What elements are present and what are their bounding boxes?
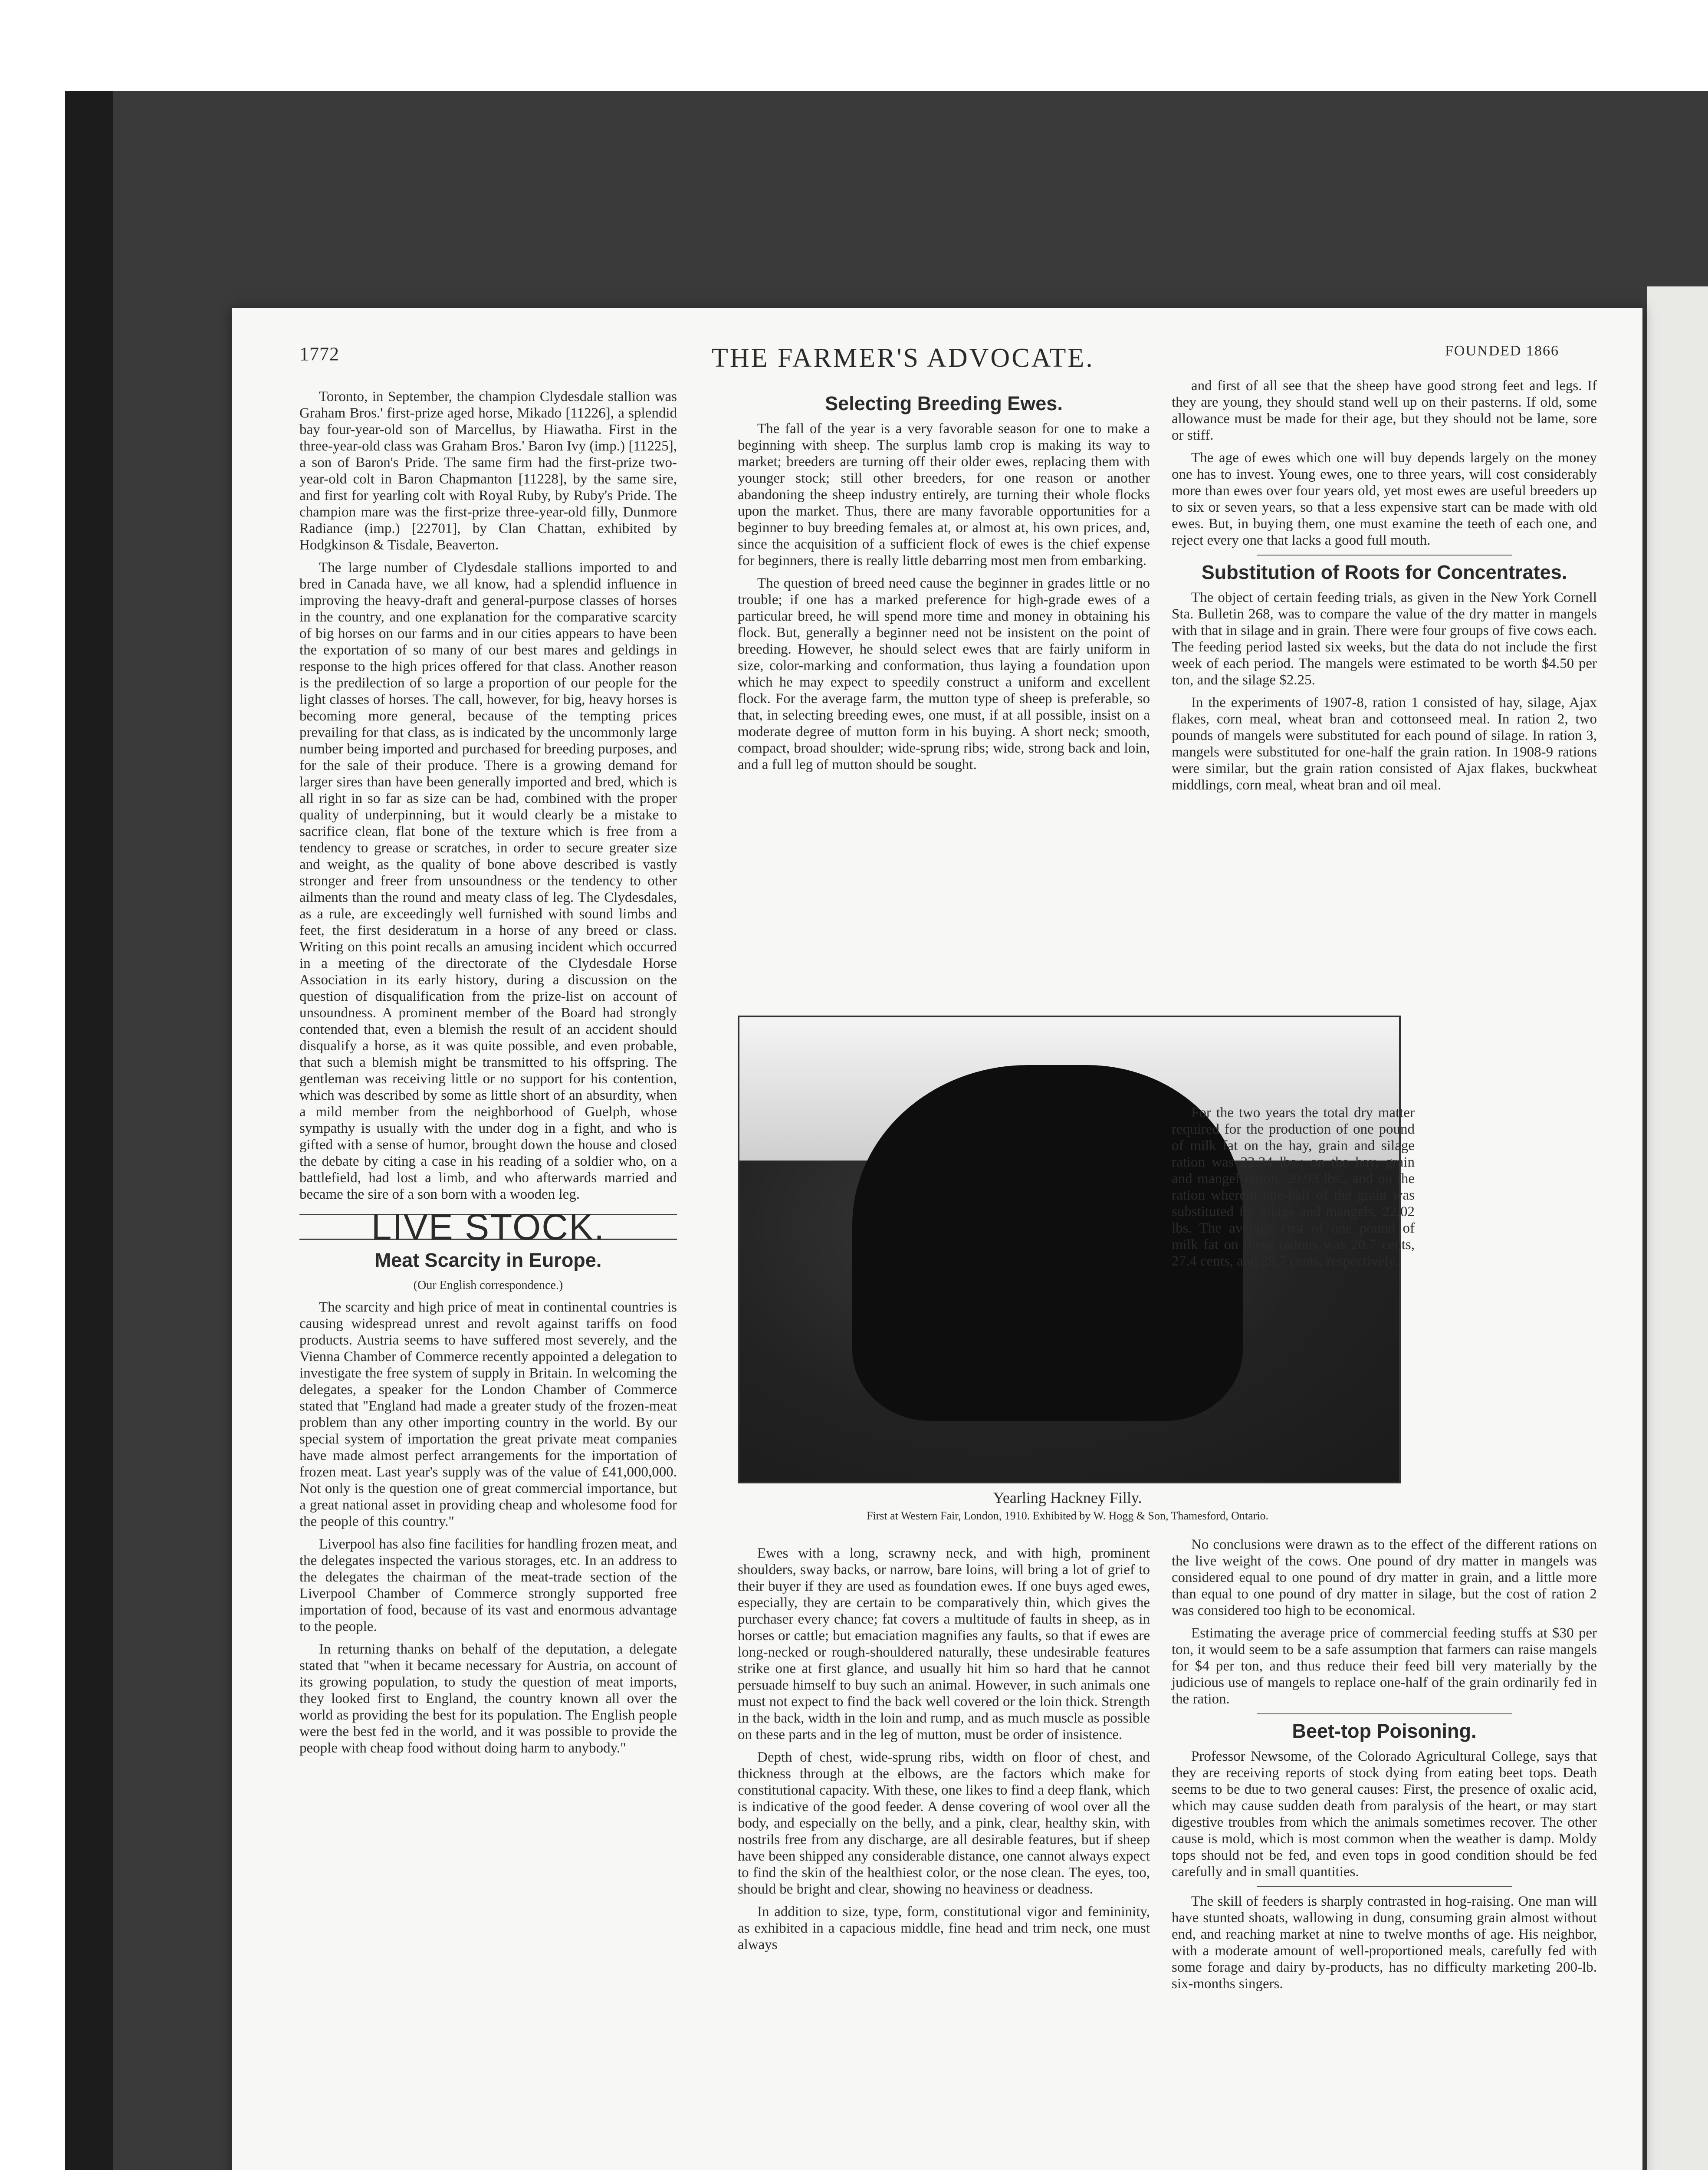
masthead-title: THE FARMER'S ADVOCATE. (712, 343, 1094, 373)
paragraph: The object of certain feeding trials, as given in the New York Cornell Sta. Bulletin 268, was to compare the value of the dry matter in mangels with that in silage and in grain. There were four groups of five cows each. The feeding period lasted six weeks, but the data do not include the first week of each period. The mangels were estimated to be worth $4.50 per ton, and the silage $2.25. (1172, 590, 1597, 688)
photo-caption: Yearling Hackney Filly. (993, 1489, 1142, 1506)
paragraph: Toronto, in September, the champion Clydesdale stallion was Graham Bros.' first-prize aged horse, Mikado [11226], a splendid bay four-year-old son of Marcellus, by Hiawatha. First in the three-year-old class was Graham Bros.' Baron Ivy (imp.) [11225], a son of Baron's Pride. The same firm had the first-prize two-year-old colt in Baron Chapmanton [11228], by the same sire, and first for yearling colt with Royal Ruby, by Ruby's Pride. The champion mare was the first-prize three-year-old filly, Dunmore Radiance (imp.) [22701], by Clan Chattan, exhibited by Hodgkinson & Tisdale, Beaverton. (299, 389, 677, 553)
article-byline: (Our English correspondence.) (413, 1279, 563, 1292)
column-middle-bottom (738, 1545, 1150, 1959)
paragraph: The scarcity and high price of meat in continental countries is causing widespread unrest and revolt against tariffs on food products. Austria seems to have suffered most severely, and the Vienna Chamber of Commerce recently appointed a delegation to investigate the free system of supply in Britain. In welcoming the delegates, a speaker for the London Chamber of Commerce stated that "England had made a greater study of the frozen-meat problem than any other importing country in the world. By our special system of importation the great private meat companies have made almost perfect arrangements for the importation of frozen meat. Last year's supply was of the value of £41,000,000. Not only is the question one of great commercial importance, but a great national asset in providing cheap and wholesome food for the people of this country." (299, 1299, 677, 1529)
article-heading: Selecting Breeding Ewes. (825, 392, 1063, 414)
article-heading: Beet-top Poisoning. (1292, 1720, 1477, 1742)
paragraph: The skill of feeders is sharply contrasted in hog-raising. One man will have stunted shoats, wallowing in dung, consuming grain almost without end, and reaching market at nine to twelve months of age. His neighbor, with a moderate amount of well-proportioned meals, carefully fed with some forage and dairy by-products, has no difficulty marketing 200-lb. six-months singers. (1172, 1894, 1597, 1992)
founded-label: FOUNDED 1866 (1445, 343, 1559, 359)
section-banner-live-stock: LIVE STOCK. (299, 1214, 677, 1240)
divider (1257, 1713, 1512, 1714)
paragraph: In addition to size, type, form, constitutional vigor and femininity, as exhibited in a capacious middle, fine head and trim neck, one must always (738, 1904, 1150, 1953)
column-right-narrow (1172, 1105, 1415, 1276)
adjacent-page-edge (1647, 286, 1708, 2170)
paragraph: The large number of Clydesdale stallions imported to and bred in Canada have, we all know, had a splendid influence in improving the heavy-draft and general-purpose classes of horses in the country, and one explanation for the comparative scarcity of big horses on our farms and in our cities appears to have been the exportation of so many of our best mares and geldings in response to the high prices offered for that class. Another reason is the predilection of so large a proportion of our people for the light classes of horses. The call, however, for big, heavy horses is becoming more general, because of the tempting prices prevailing for that class, as is indicated by the uncommonly large number being imported and purchased for breeding purposes, and for the sale of their produce. There is a growing demand for larger sires than have been generally imported and bred, which is all right in so far as size can be had, combined with the proper quality of underpinning, but it would clearly be a mistake to sacrifice clean, flat bone of the texture which is free from a tendency to grease or scratches, in order to secure greater size and weight, as the quality of bone above described is vastly stronger and freer from unsoundness or the tendency to other ailments than the round and meaty class of leg. The Clydesdales, as a rule, are exceedingly well furnished with sound limbs and feet, the first desideratum in a horse of any breed or class. Writing on this point recalls an amusing incident which occurred in a meeting of the directorate of the Clydesdale Horse Association in its early history, during a discussion on the question of disqualification from the prize-list on account of unsoundness. A prominent member of the Board had strongly contended that, even a blemish the result of an accident should disqualify a horse, as it was quite possible, and even probable, that such a blemish might be transmitted to his offspring. The gentleman was receiving little or no support for his contention, which was described by some as little short of an absurdity, when a mild member from the neighborhood of Guelph, whose sympathy is usually with the under dog in a fight, and who is gifted with a sense of humor, brought down the house and closed the debate by citing a case in his reading of a soldier who, on a battlefield, had lost a limb, and who afterwards married and became the sire of a son born with a wooden leg. (299, 560, 677, 1202)
photo-subcaption: First at Western Fair, London, 1910. Exhibited by W. Hogg & Son, Thamesford, Ontario. (866, 1509, 1269, 1522)
paragraph: Estimating the average price of commercial feeding stuffs at $30 per ton, it would seem to be a safe assumption that farmers can raise mangels for $4 per ton, and thus reduce their feed bill very materially by the judicious use of mangels to replace one-half of the grain ordinarily fed in the ration. (1172, 1625, 1597, 1707)
paragraph: The fall of the year is a very favorable season for one to make a beginning with sheep. The surplus lamb crop is making its way to market; breeders are turning off their older ewes, replacing them with younger stock; still other breeders, for one reason or another abandoning the sheep industry entirely, are turning their whole flocks upon the market. Thus, there are many favorable opportunities for a beginner to buy breeding females at, or almost at, his own prices, and, since the acquisition of a sufficient flock of ewes is the chief expense for beginners, there is really little debarring most men from embarking. (738, 421, 1150, 569)
paragraph: No conclusions were drawn as to the effect of the different rations on the live weight of the cows. One pound of dry matter in mangels was considered equal to one pound of dry matter in grain, and a little more than equal to one pound of dry matter in silage, but the cost of ration 2 was considered too high to be economical. (1172, 1537, 1597, 1618)
paragraph: and first of all see that the sheep have good strong feet and legs. If they are young, they should stand well up on their pasterns. If old, some allowance must be made for their age, but they should not be lame, sore or stiff. (1172, 378, 1597, 443)
paragraph: Liverpool has also fine facilities for handling frozen meat, and the delegates inspected the various storages, etc. In an address to the delegates the chairman of the meat-trade section of the Liverpool Chamber of Commerce strongly supported free importation of food, because of its vast and enormous advantage to the people. (299, 1536, 677, 1634)
divider (1257, 1886, 1512, 1887)
page-number: 1772 (299, 343, 339, 365)
column-middle-top (738, 388, 1150, 779)
paragraph: Ewes with a long, scrawny neck, and with high, prominent shoulders, sway backs, or narrow, bare loins, will bring a lot of grief to their buyer if they are used as foundation ewes. If one buys aged ewes, especially, they are certain to be comparatively thin, which gives the purchaser every chance; fat covers a multitude of faults in sheep, as in horses or cattle; but emaciation magnifies any faults, so that if ewes are long-necked or rough-shouldered naturally, these undesirable features strike one at first glance, and usually hit him so hard that he cannot persuade himself to buy such an animal. However, in such animals one must not expect to find the back well covered or the loin thick. Strength in the back, width in the loin and rump, and as much muscle as possible on these parts and in the leg of mutton, must be order of insistence. (738, 1545, 1150, 1743)
paragraph: In the experiments of 1907-8, ration 1 consisted of hay, silage, Ajax flakes, corn meal, wheat bran and cottonseed meal. In ration 2, two pounds of mangels were substituted for each pound of silage. In ration 3, mangels were substituted for one-half the grain ration. In 1908-9 rations were similar, but the grain ration consisted of Ajax flakes, buckwheat middlings, corn meal, wheat bran and oil meal. (1172, 695, 1597, 793)
paragraph: Professor Newsome, of the Colorado Agricultural College, says that they are receiving reports of stock dying from eating beet tops. Death seems to be due to two general causes: First, the presence of oxalic acid, which may cause sudden death from paralysis of the heart, or may start digestive troubles from which the animals sometimes recover. The other cause is mold, which is most common when the weather is damp. Moldy tops should not be fed, and even tops in good condition should be fed carefully and in small quantities. (1172, 1749, 1597, 1880)
column-right-top (1172, 378, 1597, 799)
divider (1257, 555, 1512, 556)
paragraph: The question of breed need cause the beginner in grades little or no trouble; if one has a marked preference for high-grade ewes of a particular breed, he will spend more time and money in obtaining his flock. But, generally a beginner need not be insistent on the point of breeding. However, he should select ewes that are fairly uniform in size, color-marking and conformation, thus laying a foundation upon which he may expect to speedily construct a uniform and excellent flock. For the average farm, the mutton type of sheep is preferable, so that, in selecting breeding ewes, one must, if at all possible, insist on a moderate degree of mutton form in his buying. A short neck; smooth, compact, broad shoulder; wide-sprung ribs; wide, strong back and loin, and a full leg of mutton should be sought. (738, 575, 1150, 773)
scan-edge (65, 91, 113, 2170)
column-right-bottom (1172, 1536, 1597, 1998)
paragraph: The age of ewes which one will buy depends largely on the money one has to invest. Young ewes, one to three years, will cost considerably more than ewes over four years old, yet most ewes are useful breeders up to six or seven years, so that a less expensive start can be made with old ewes. But, in buying them, one must examine the teeth of each one, and reject every one that lacks a good full mouth. (1172, 450, 1597, 548)
article-heading: Meat Scarcity in Europe. (374, 1249, 602, 1271)
column-left (299, 388, 677, 1762)
paragraph: For the two years the total dry matter required for the production of one pound of milk fat on the hay, grain and silage ration was 22.34 lbs.; on the hay, grain and mangel ration, 20.93 lbs., and on the ration wherein one-half of the grain was substituted for silage and mangels, 22.02 lbs. The average cost of one pound of milk fat on these rations was 20.7 cents, 27.4 cents, and 29.7 cents, respectively. (1172, 1105, 1415, 1269)
paragraph: In returning thanks on behalf of the deputation, a delegate stated that "when it became necessary for Austria, on account of its growing population, to study the question of meat imports, they looked first to England, the country known all over the world as providing the best for its population. The English people were the best fed in the world, and it was possible to provide the people with cheap food without doing harm to anybody." (299, 1641, 677, 1756)
article-heading: Substitution of Roots for Concentrates. (1201, 561, 1567, 583)
paragraph: Depth of chest, wide-sprung ribs, width on floor of chest, and thickness through at the elbows, are the factors which make for constitutional capacity. With these, one likes to find a deep flank, which is indicative of the good feeder. A dense covering of wool over all the body, and especially on the belly, and a pink, clear, healthy skin, with nostrils free from any discharge, are all desirable features, but if sheep have been shipped any considerable distance, one cannot always expect to find the skin of the healthiest color, or the nose clean. The eyes, too, should be bright and clear, showing no heaviness or deadness. (738, 1749, 1150, 1897)
